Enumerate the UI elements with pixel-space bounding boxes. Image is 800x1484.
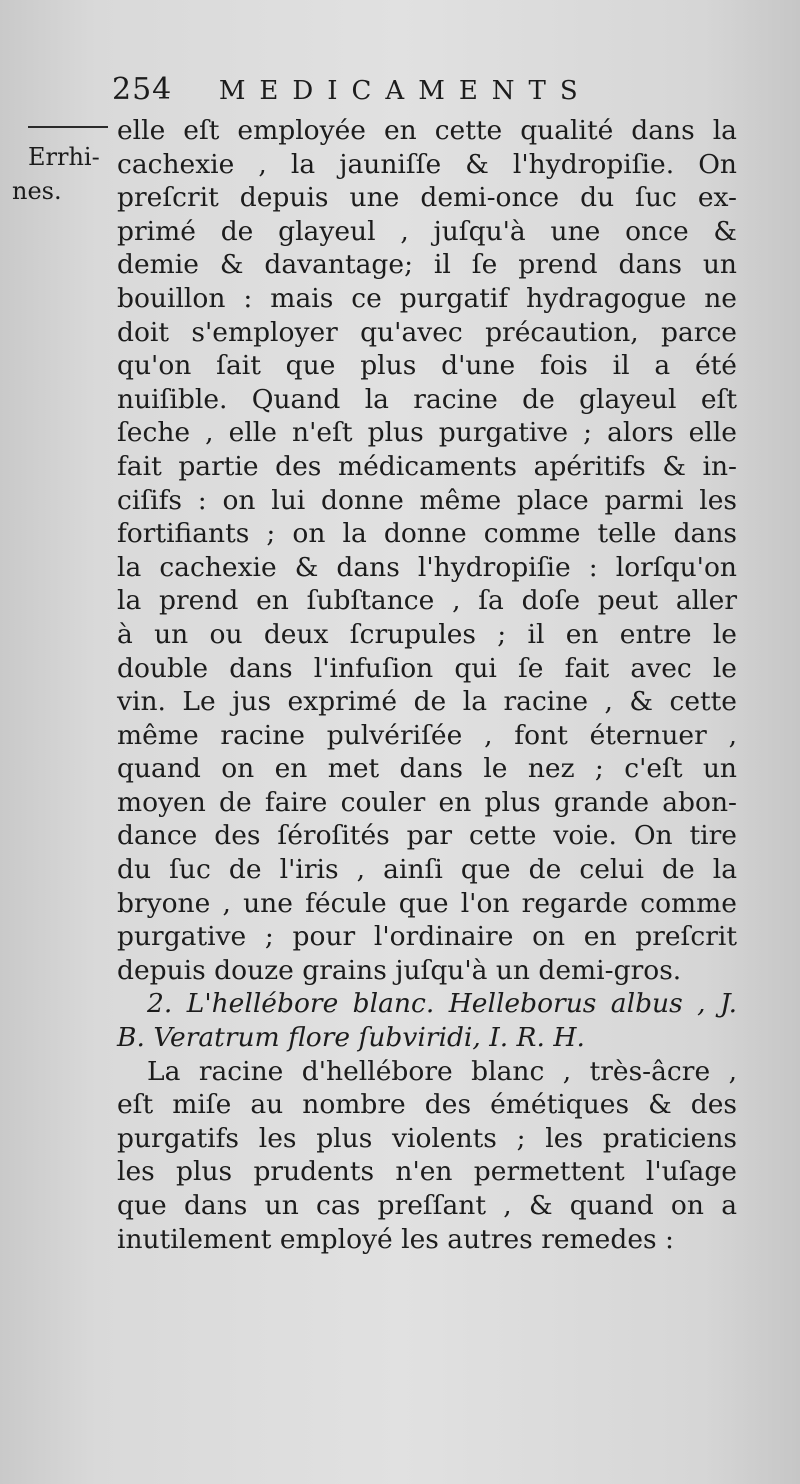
text-line: eſt miſe au nombre des émétiques & des xyxy=(117,1089,737,1121)
text-line: les plus prudents n'en permettent l'uſage xyxy=(117,1156,737,1188)
text-line: qu'on ſait que plus d'une fois il a été xyxy=(117,350,737,382)
heading-line: 2. L'hellébore blanc. Helleborus albus , J. xyxy=(147,988,737,1020)
text-line: purgatifs les plus violents ; les praticiens xyxy=(117,1122,737,1154)
paragraph-1 xyxy=(117,114,737,987)
text-line: demie & davantage; il ſe prend dans un xyxy=(117,249,737,281)
text-line: même racine pulvériſée , font éternuer , xyxy=(117,719,737,751)
text-line: elle eſt employée en cette qualité dans la xyxy=(117,115,737,146)
text-line: purgative ; pour l'ordinaire on en preſcrit xyxy=(117,921,737,953)
text-line: bouillon : mais ce purgatif hydragogue ne xyxy=(117,282,737,314)
page-number: 254 xyxy=(112,72,173,107)
text-line: la prend en ſubſtance , ſa doſe peut aller xyxy=(117,585,737,617)
text-line: nuiſible. Quand la racine de glayeul eſt xyxy=(117,383,737,415)
text-line: bryone , une fécule que l'on regarde comme xyxy=(117,887,737,919)
text-line: ciſifs : on lui donne même place parmi les xyxy=(117,484,737,516)
running-header xyxy=(112,72,592,107)
text-line: doit s'employer qu'avec précaution, parce xyxy=(117,316,737,348)
section-heading-2 xyxy=(117,987,737,1054)
text-line: fortifiants ; on la donne comme telle dans xyxy=(117,518,737,550)
running-title: MEDICAMENTS xyxy=(218,76,592,106)
text-line: dance des ſéroſités par cette voie. On tire xyxy=(117,820,737,852)
text-line: La racine d'hellébore blanc , très-âcre , xyxy=(147,1055,737,1087)
heading-line: B. Veratrum flore ſubviridi, I. R. H. xyxy=(117,1022,585,1054)
margin-note-line2: nes. xyxy=(12,177,62,205)
text-line: preſcrit depuis une demi-once du ſuc ex- xyxy=(117,182,737,214)
text-line: inutilement employé les autres remedes : xyxy=(117,1223,674,1255)
margin-note xyxy=(12,140,110,208)
text-line: vin. Le jus exprimé de la racine , & cette xyxy=(117,686,737,718)
paragraph-2 xyxy=(117,1055,737,1257)
margin-rule xyxy=(28,126,108,128)
text-line: depuis douze grains juſqu'à un demi-gros. xyxy=(117,954,682,986)
text-line: moyen de faire couler en plus grande abon- xyxy=(117,786,737,818)
text-line: du ſuc de l'iris , ainſi que de celui de la xyxy=(117,854,737,886)
body-text xyxy=(117,114,737,1256)
text-line: cachexie , la jauniſſe & l'hydropiſie. On xyxy=(117,148,737,180)
text-line: quand on en met dans le nez ; c'eſt un xyxy=(117,753,737,785)
text-line: double dans l'infuſion qui ſe fait avec le xyxy=(117,652,737,684)
text-line: ſeche , elle n'eſt plus purgative ; alors elle xyxy=(117,417,737,449)
text-line: fait partie des médicaments apéritifs & in- xyxy=(117,450,737,482)
text-line: primé de glayeul , juſqu'à une once & xyxy=(117,215,737,247)
text-line: la cachexie & dans l'hydropiſie : lorſqu'on xyxy=(117,551,737,583)
margin-note-line1: Errhi- xyxy=(28,143,100,171)
text-line: que dans un cas preſſant , & quand on a xyxy=(117,1190,737,1221)
text-line: à un ou deux ſcrupules ; il en entre le xyxy=(117,618,737,650)
